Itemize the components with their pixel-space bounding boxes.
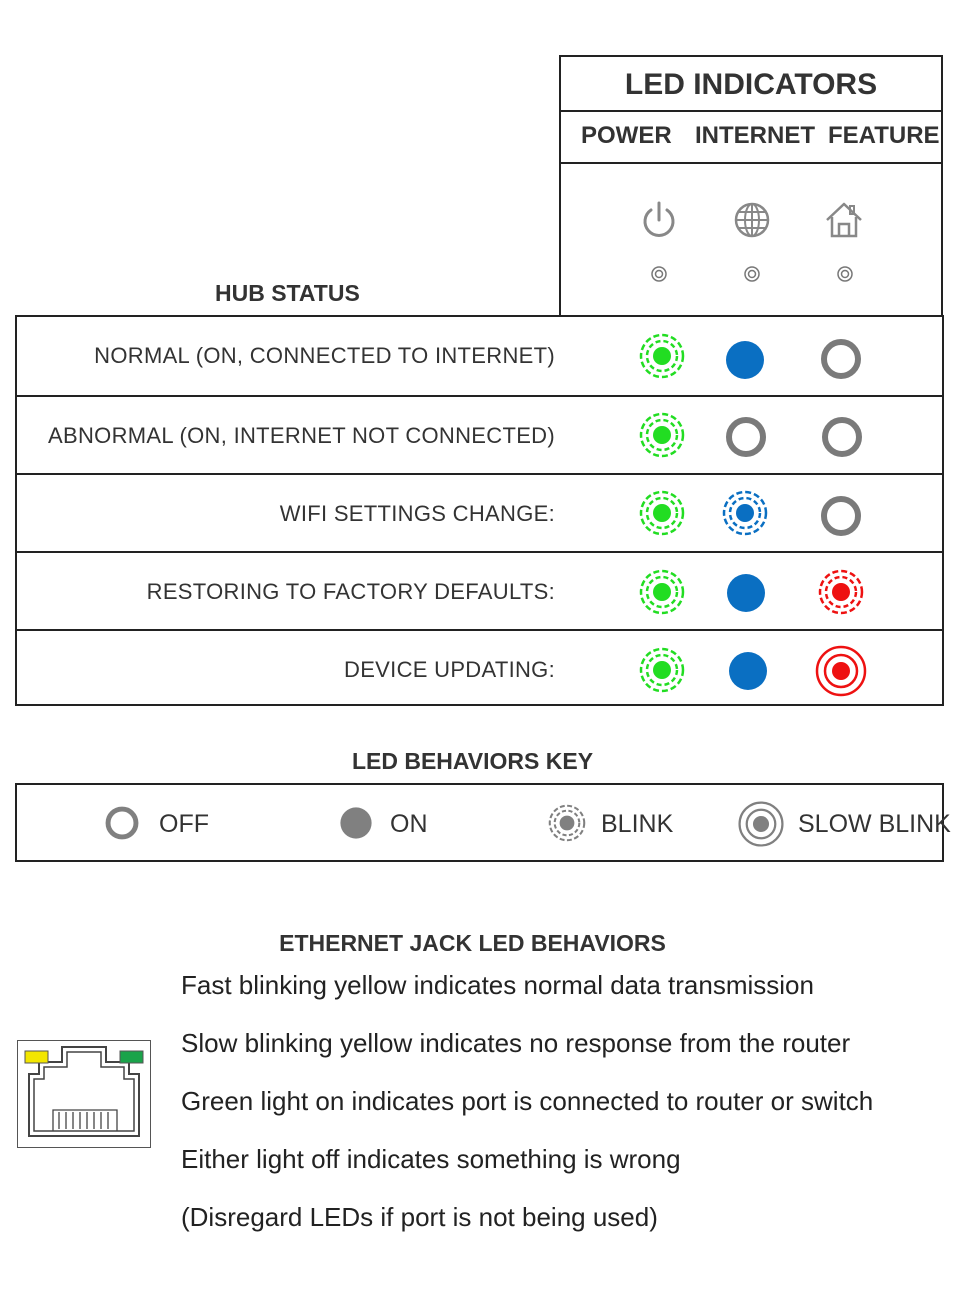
key-label-blink: BLINK [601,810,674,838]
on-symbol-icon [333,800,379,846]
power-led-dot [650,265,668,283]
ethernet-line-3: Green light on indicates port is connected to router or switch [181,1086,874,1116]
ethernet-line-4: Either light off indicates something is wrong [181,1144,681,1174]
feature-led [813,331,869,387]
feature-led [813,488,869,544]
status-label: NORMAL (ON, CONNECTED TO INTERNET) [94,343,555,368]
power-led [634,328,690,384]
status-label: WIFI SETTINGS CHANGE: [279,501,555,526]
feature-led [813,564,869,620]
ethernet-yellow-led [25,1051,48,1063]
status-row-device-updating [17,629,942,709]
ethernet-line-5: (Disregard LEDs if port is not being used) [181,1202,658,1232]
ethernet-heading: ETHERNET JACK LED BEHAVIORS [279,930,666,956]
status-label: ABNORMAL (ON, INTERNET NOT CONNECTED) [48,423,555,448]
power-led [634,564,690,620]
column-internet-label: INTERNET [695,122,815,149]
key-label-on: ON [390,810,428,838]
internet-led-dot [743,265,761,283]
led-behaviors-key-heading: LED BEHAVIORS KEY [351,748,594,774]
led-indicators-title: LED INDICATORS [561,57,941,112]
off-symbol-icon [99,800,145,846]
feature-led [813,643,869,699]
slow-blink-symbol-icon [736,799,786,849]
led-behaviors-key [15,783,951,862]
status-label: DEVICE UPDATING: [344,657,555,682]
status-row-wifi-settings-change [17,473,942,553]
status-row-abnormal [17,395,942,475]
ethernet-green-led [120,1051,143,1063]
led-indicators-panel [559,55,943,315]
internet-led [717,332,773,388]
internet-led [718,409,774,465]
power-icon [639,200,679,240]
home-icon [824,200,864,240]
led-indicator-columns [561,110,941,164]
feature-led [814,409,870,465]
key-label-off: OFF [159,810,209,838]
status-label: RESTORING TO FACTORY DEFAULTS: [146,579,555,604]
hub-status-table [15,315,944,706]
globe-icon [732,200,772,240]
hub-status-heading: HUB STATUS [215,280,360,306]
ethernet-jack-icon [17,1040,151,1148]
power-led [634,642,690,698]
internet-led [720,643,776,699]
column-feature-label: FEATURE [828,122,940,149]
feature-led-dot [836,265,854,283]
blink-symbol-icon [544,800,590,846]
key-label-slow-blink: SLOW BLINK [798,810,951,838]
status-row-restoring-factory-defaults [17,551,942,631]
column-power-label: POWER [581,122,672,149]
internet-led [717,485,773,541]
ethernet-line-1: Fast blinking yellow indicates normal data transmission [181,970,814,1000]
status-row-normal [17,317,942,395]
power-led [634,485,690,541]
internet-led [718,565,774,621]
power-led [634,407,690,463]
ethernet-line-2: Slow blinking yellow indicates no response from the router [181,1028,851,1058]
